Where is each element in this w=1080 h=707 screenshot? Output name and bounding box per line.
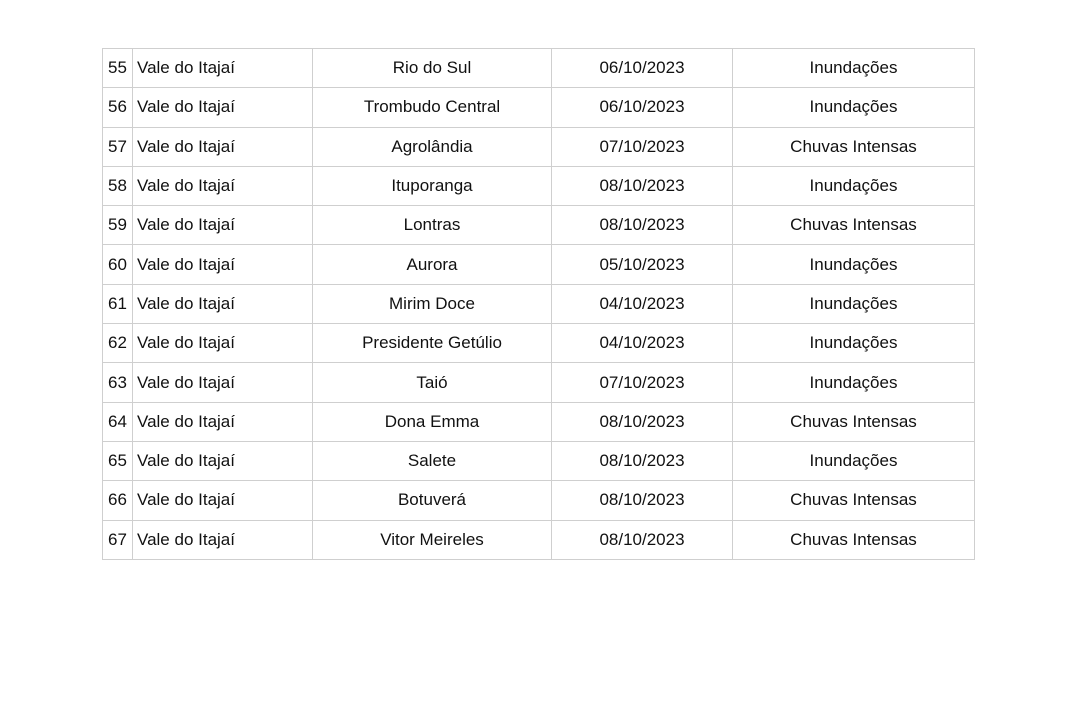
table-row [103,520,975,559]
municipality-cell: Botuverá [313,481,552,520]
row-number-cell: 60 [103,245,133,284]
date-cell: 06/10/2023 [552,88,733,127]
event-type-cell: Chuvas Intensas [733,481,975,520]
region-cell: Vale do Itajaí [133,441,313,480]
region-cell: Vale do Itajaí [133,520,313,559]
table-row [103,166,975,205]
row-number-cell: 62 [103,324,133,363]
municipality-cell: Trombudo Central [313,88,552,127]
date-cell: 08/10/2023 [552,166,733,205]
table-row [103,245,975,284]
municipality-cell: Presidente Getúlio [313,324,552,363]
table-row [103,49,975,88]
row-number-cell: 66 [103,481,133,520]
region-cell: Vale do Itajaí [133,166,313,205]
event-type-cell: Inundações [733,363,975,402]
region-cell: Vale do Itajaí [133,363,313,402]
date-cell: 04/10/2023 [552,284,733,323]
date-cell: 07/10/2023 [552,127,733,166]
row-number-cell: 58 [103,166,133,205]
region-cell: Vale do Itajaí [133,245,313,284]
date-cell: 08/10/2023 [552,206,733,245]
date-cell: 05/10/2023 [552,245,733,284]
row-number-cell: 61 [103,284,133,323]
row-number-cell: 65 [103,441,133,480]
municipality-cell: Lontras [313,206,552,245]
date-cell: 08/10/2023 [552,441,733,480]
municipality-cell: Salete [313,441,552,480]
table-row [103,284,975,323]
municipality-cell: Taió [313,363,552,402]
municipality-cell: Mirim Doce [313,284,552,323]
table-row [103,324,975,363]
date-cell: 08/10/2023 [552,402,733,441]
event-type-cell: Inundações [733,441,975,480]
table-row [103,363,975,402]
row-number-cell: 63 [103,363,133,402]
row-number-cell: 55 [103,49,133,88]
municipality-cell: Rio do Sul [313,49,552,88]
event-type-cell: Chuvas Intensas [733,402,975,441]
row-number-cell: 57 [103,127,133,166]
event-type-cell: Chuvas Intensas [733,127,975,166]
table-row [103,206,975,245]
table-row [103,402,975,441]
event-type-cell: Inundações [733,88,975,127]
municipality-cell: Agrolândia [313,127,552,166]
municipality-cell: Dona Emma [313,402,552,441]
event-type-cell: Inundações [733,324,975,363]
date-cell: 07/10/2023 [552,363,733,402]
row-number-cell: 64 [103,402,133,441]
region-cell: Vale do Itajaí [133,206,313,245]
region-cell: Vale do Itajaí [133,481,313,520]
municipality-cell: Vitor Meireles [313,520,552,559]
municipality-cell: Ituporanga [313,166,552,205]
date-cell: 08/10/2023 [552,520,733,559]
event-type-cell: Inundações [733,49,975,88]
table-row [103,441,975,480]
row-number-cell: 67 [103,520,133,559]
date-cell: 06/10/2023 [552,49,733,88]
date-cell: 08/10/2023 [552,481,733,520]
region-cell: Vale do Itajaí [133,88,313,127]
table-row [103,88,975,127]
region-cell: Vale do Itajaí [133,127,313,166]
region-cell: Vale do Itajaí [133,284,313,323]
table-body [103,49,975,560]
table-row [103,481,975,520]
event-type-cell: Chuvas Intensas [733,520,975,559]
event-type-cell: Inundações [733,284,975,323]
region-cell: Vale do Itajaí [133,402,313,441]
row-number-cell: 59 [103,206,133,245]
event-type-cell: Inundações [733,166,975,205]
municipality-cell: Aurora [313,245,552,284]
table-row [103,127,975,166]
event-type-cell: Inundações [733,245,975,284]
date-cell: 04/10/2023 [552,324,733,363]
region-cell: Vale do Itajaí [133,49,313,88]
row-number-cell: 56 [103,88,133,127]
municipality-table [102,48,975,560]
event-type-cell: Chuvas Intensas [733,206,975,245]
region-cell: Vale do Itajaí [133,324,313,363]
